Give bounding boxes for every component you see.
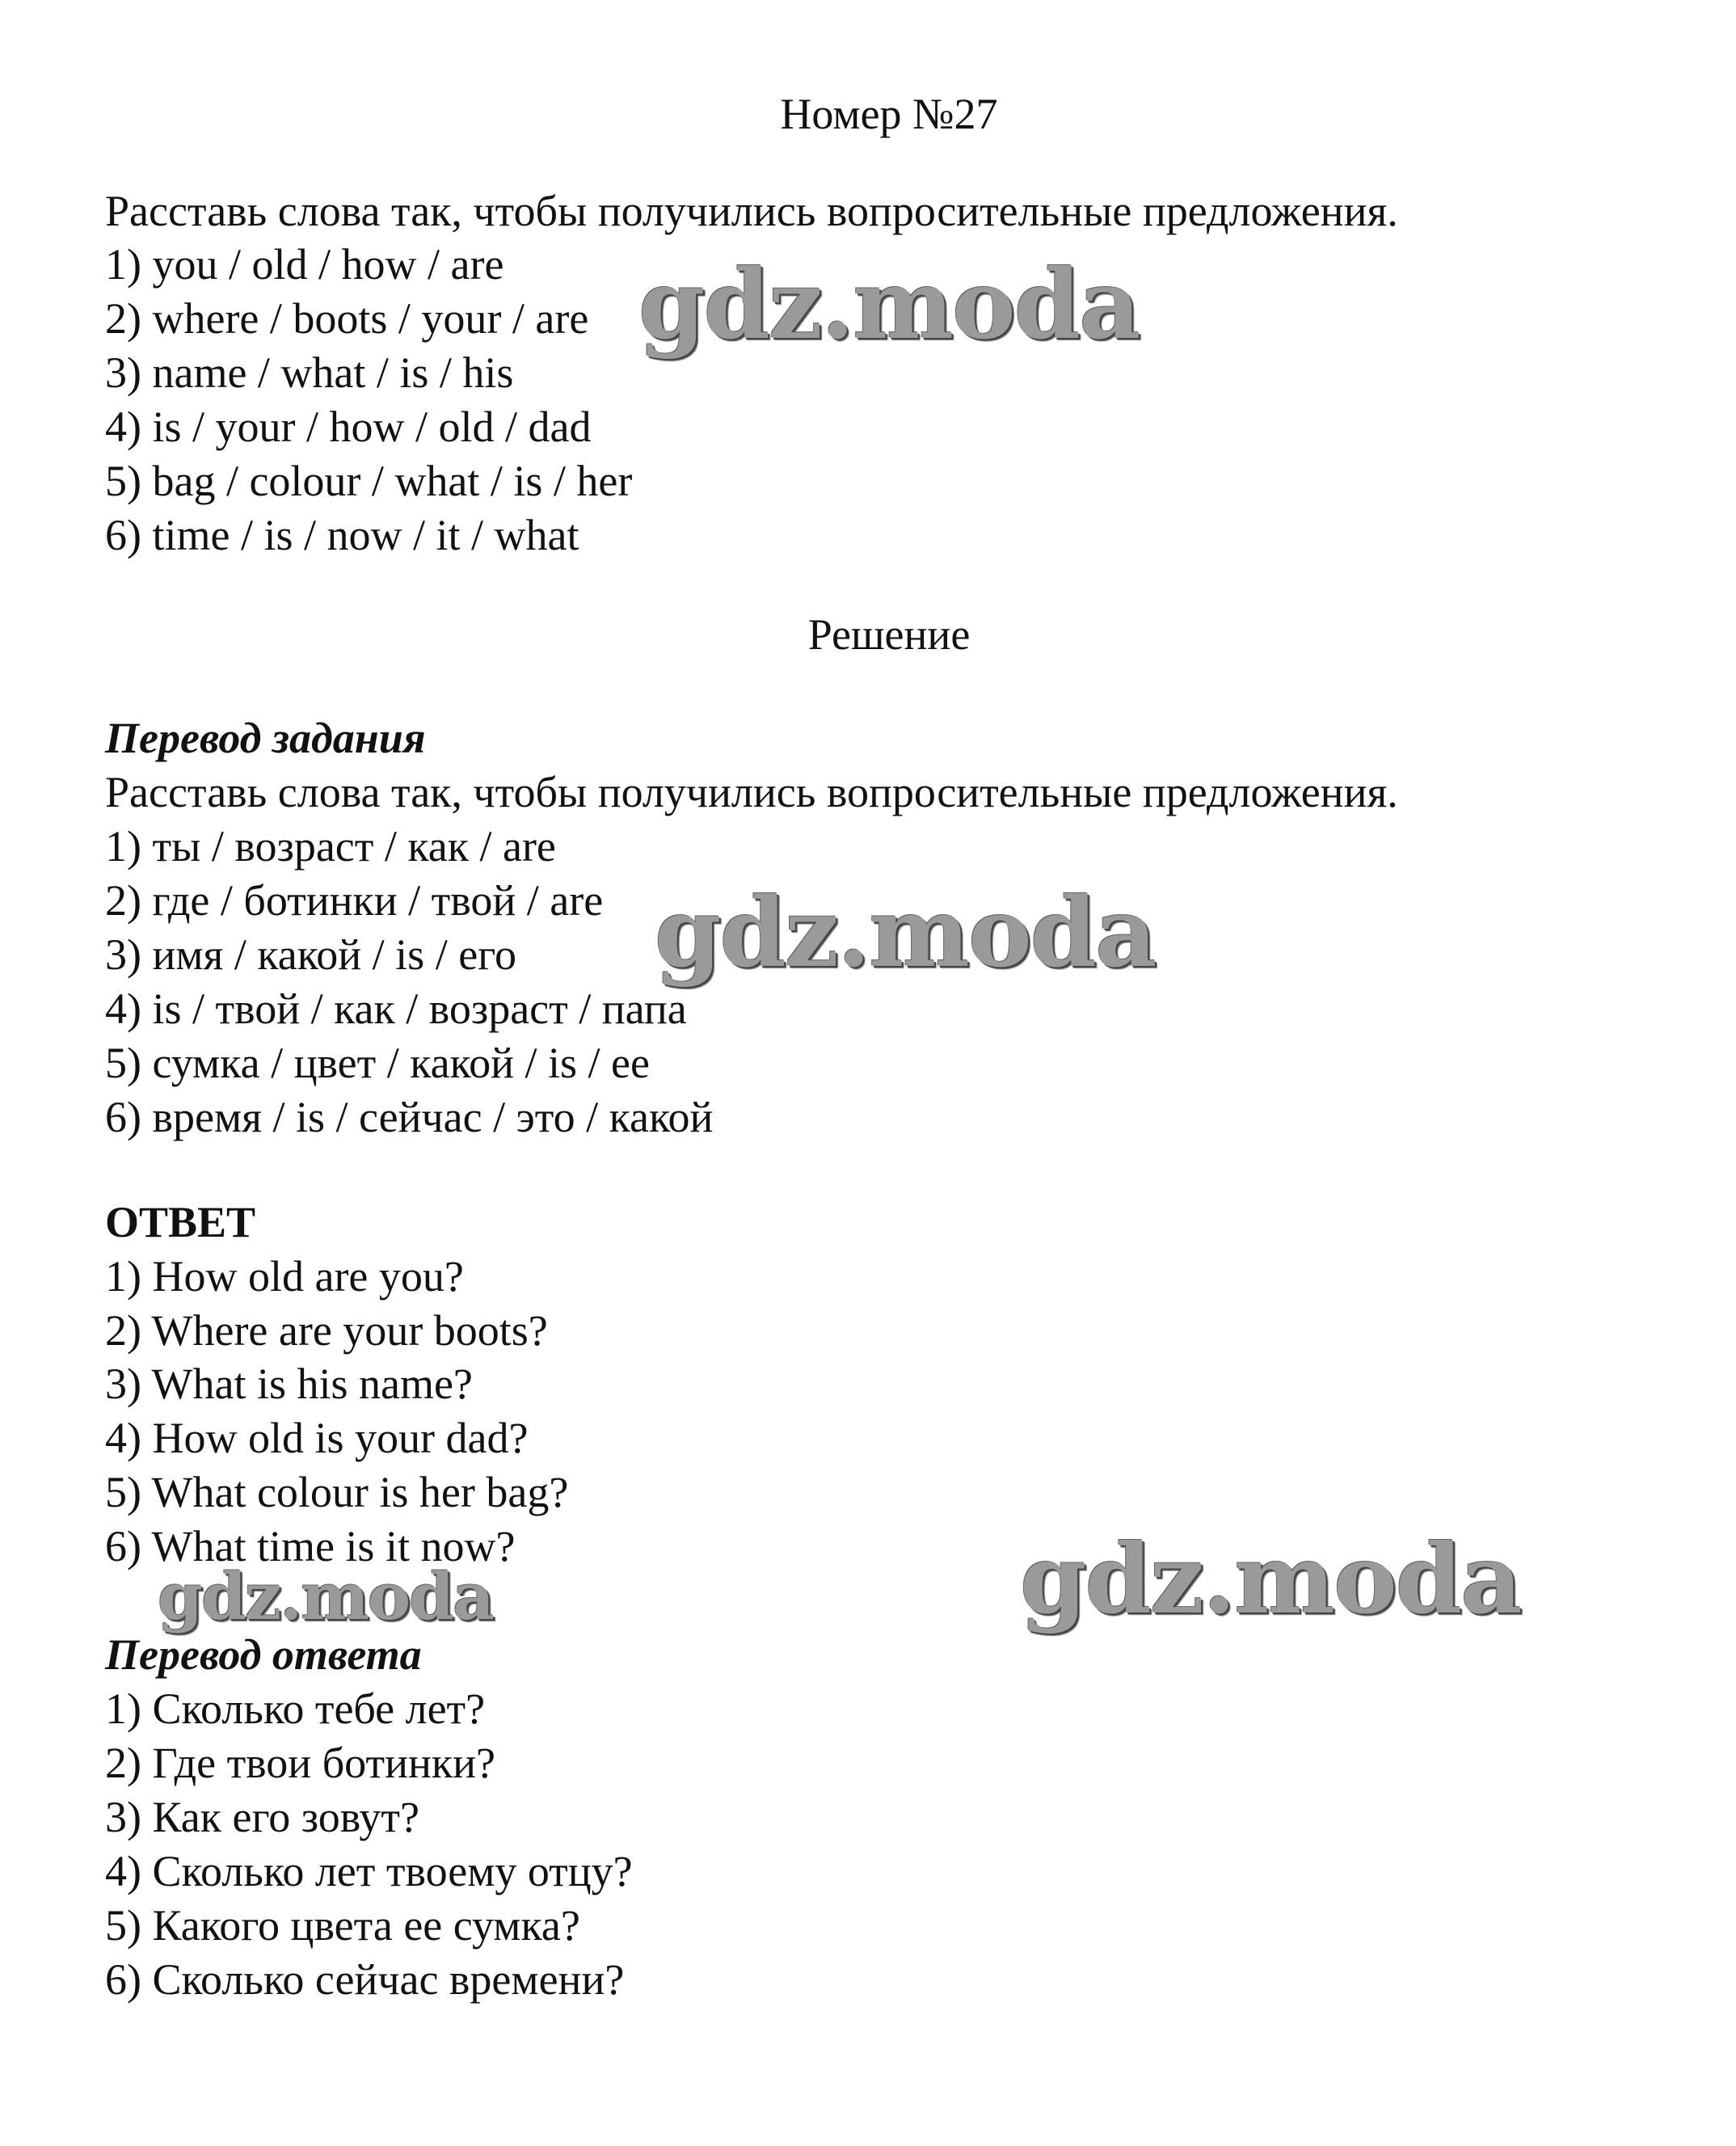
task-translation-item-3: 3) имя / какой / is / его [105,930,516,979]
answer-translation-heading: Перевод ответа [105,1630,422,1679]
answer-translation-item-1: 1) Сколько тебе лет? [105,1684,486,1733]
answer-item-4: 4) How old is your dad? [105,1414,529,1462]
task-item-3: 3) name / what / is / his [105,348,514,397]
task-translation-item-2: 2) где / ботинки / твой / are [105,876,604,925]
task-item-5: 5) bag / colour / what / is / her [105,457,633,505]
task-translation-item-1: 1) ты / возраст / как / are [105,822,556,871]
task-item-4: 4) is / your / how / old / dad [105,403,592,451]
task-item-2: 2) where / boots / your / are [105,294,589,343]
task-translation-item-4: 4) is / твой / как / возраст / папа [105,984,687,1033]
watermark-logo-1: gdz.moda [638,248,1140,360]
answer-translation-item-4: 4) Сколько лет твоему отцу? [105,1847,633,1895]
task-item-1: 1) you / old / how / are [105,240,504,289]
answer-heading: ОТВЕТ [105,1198,256,1246]
answer-item-1: 1) How old are you? [105,1252,464,1301]
task-translation-heading: Перевод задания [105,714,426,762]
watermark-logo-2: gdz.moda [655,876,1156,989]
page-title: Номер №27 [780,90,998,138]
answer-translation-item-5: 5) Какого цвета ее сумка? [105,1901,580,1950]
watermark-logo-4: gdz.moda [1020,1523,1521,1635]
answer-translation-item-3: 3) Как его зовут? [105,1793,419,1841]
task-item-6: 6) time / is / now / it / what [105,511,579,559]
task-translation-item-6: 6) время / is / сейчас / это / какой [105,1093,714,1141]
answer-item-3: 3) What is his name? [105,1360,473,1408]
task-translation-item-5: 5) сумка / цвет / какой / is / ее [105,1039,650,1087]
answer-translation-item-2: 2) Где твои ботинки? [105,1739,495,1787]
answer-item-5: 5) What colour is her bag? [105,1468,569,1516]
task-instruction: Расставь слова так, чтобы получились вопросительные предложения. [105,187,1398,235]
solution-label: Решение [807,610,971,659]
task-translation-instruction: Расставь слова так, чтобы получились вопросительные предложения. [105,768,1398,816]
watermark-logo-3: gdz.moda [158,1558,493,1634]
answer-item-6: 6) What time is it now? [105,1522,516,1571]
answer-item-2: 2) Where are your boots? [105,1306,548,1355]
answer-translation-item-6: 6) Сколько сейчас времени? [105,1955,625,2004]
